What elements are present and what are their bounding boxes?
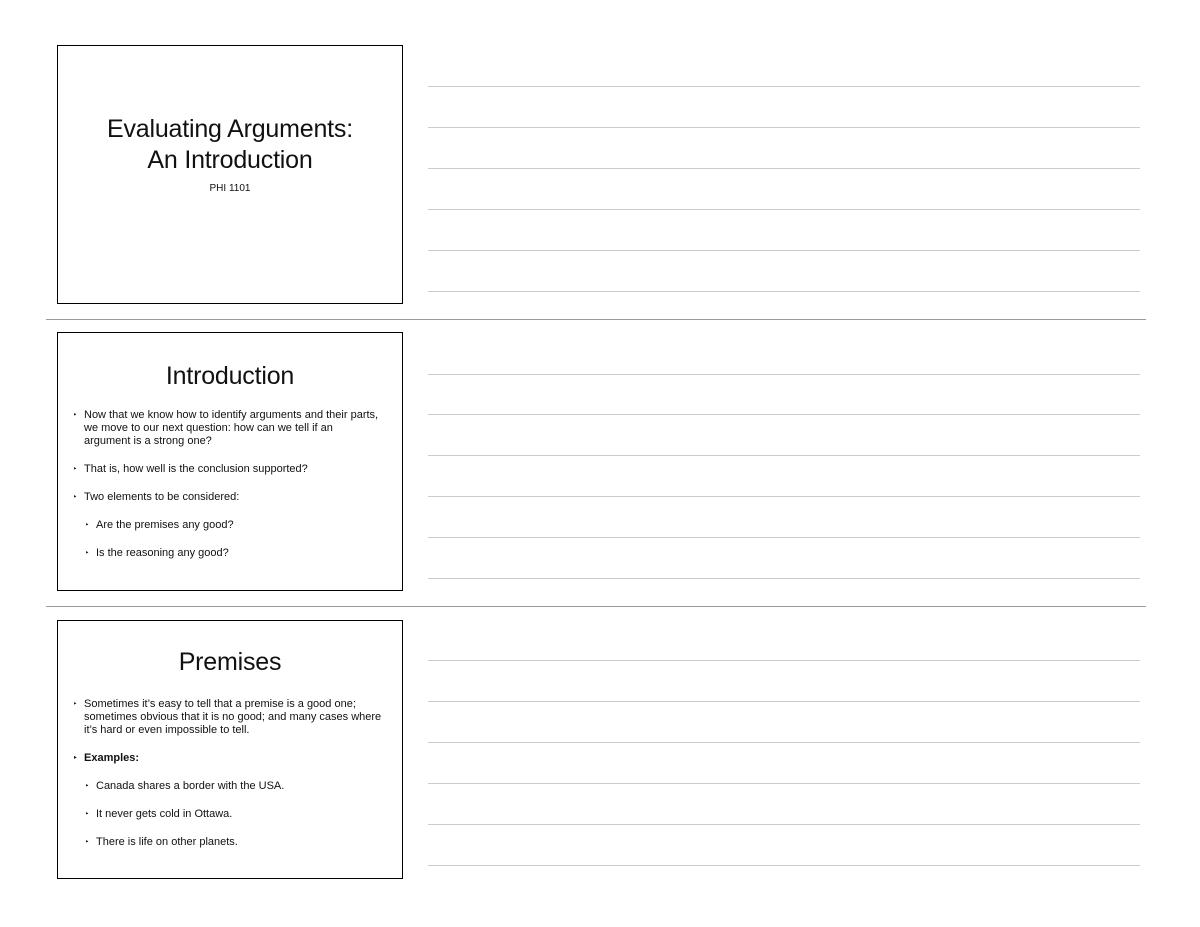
note-line (428, 291, 1140, 292)
bullet-marker-icon: ‣ (85, 839, 90, 846)
slide-2-bullets (73, 409, 382, 575)
bullet-item (73, 463, 382, 476)
note-line (428, 742, 1140, 743)
bullet-marker-icon: ‣ (85, 550, 90, 557)
note-line (428, 86, 1140, 87)
bullet-marker-icon: ‣ (73, 494, 78, 501)
bullet-text: Is the reasoning any good? (96, 547, 229, 559)
slide-3 (57, 620, 403, 879)
note-line (428, 496, 1140, 497)
note-line (428, 701, 1140, 702)
note-line (428, 374, 1140, 375)
bullet-item (85, 547, 382, 560)
bullet-marker-icon: ‣ (85, 811, 90, 818)
bullet-item (85, 808, 382, 821)
bullet-marker-icon: ‣ (73, 755, 78, 762)
bullet-item (85, 519, 382, 532)
note-line (428, 414, 1140, 415)
slide-3-heading: Premises (178, 648, 282, 676)
note-line (428, 537, 1140, 538)
bullet-item (85, 780, 382, 793)
bullet-marker-icon: ‣ (85, 783, 90, 790)
note-line (428, 578, 1140, 579)
note-line (428, 824, 1140, 825)
bullet-text: Canada shares a border with the USA. (96, 780, 285, 792)
bullet-item (73, 409, 382, 448)
bullet-text: Sometimes it’s easy to tell that a premise is a good one; sometimes obvious that it is no good; and many cases where it’s hard or even impossible to tell. (84, 698, 382, 736)
slide-1-title-line-1: Evaluating Arguments: (107, 115, 353, 143)
bullet-item (73, 491, 382, 504)
note-line (428, 127, 1140, 128)
bullet-marker-icon: ‣ (85, 522, 90, 529)
note-line (428, 209, 1140, 210)
slide-2 (57, 332, 403, 591)
page-separator (46, 319, 1146, 320)
note-line (428, 660, 1140, 661)
slide-2-heading: Introduction (165, 362, 295, 390)
slide-1-subtitle: PHI 1101 (209, 183, 251, 194)
bullet-marker-icon: ‣ (73, 701, 78, 708)
note-line (428, 455, 1140, 456)
bullet-item (85, 836, 382, 849)
bullet-marker-icon: ‣ (73, 466, 78, 473)
note-line (428, 168, 1140, 169)
slide-1 (57, 45, 403, 304)
note-line (428, 250, 1140, 251)
note-line (428, 865, 1140, 866)
bullet-text: Are the premises any good? (96, 519, 234, 531)
bullet-item (73, 698, 382, 737)
bullet-marker-icon: ‣ (73, 412, 78, 419)
slide-3-bullets (73, 698, 382, 864)
bullet-text: There is life on other planets. (96, 836, 238, 848)
note-line (428, 783, 1140, 784)
bullet-text: Two elements to be considered: (84, 491, 240, 503)
slide-1-title-line-2: An Introduction (147, 146, 313, 174)
bullet-text: Examples: (84, 752, 140, 764)
page-separator (46, 606, 1146, 607)
bullet-text: That is, how well is the conclusion supported? (84, 463, 308, 475)
bullet-text: Now that we know how to identify arguments and their parts, we move to our next question: how can we tell if an argument is a strong one? (84, 409, 379, 447)
bullet-item (73, 752, 382, 765)
bullet-text: It never gets cold in Ottawa. (96, 808, 233, 820)
